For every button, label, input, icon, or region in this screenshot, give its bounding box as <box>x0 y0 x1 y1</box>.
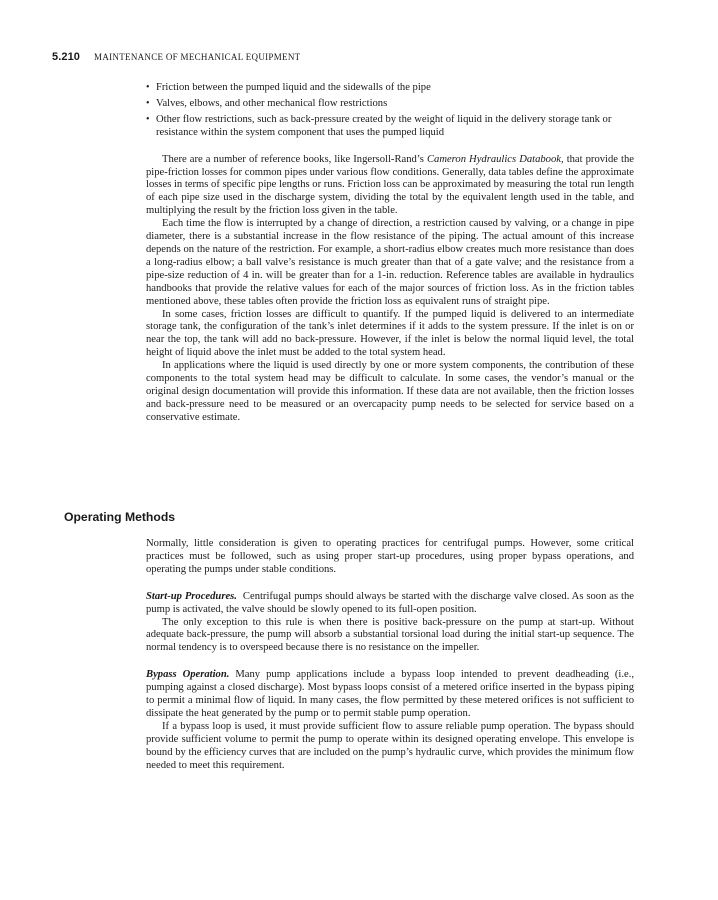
section-heading-operating-methods: Operating Methods <box>64 510 176 524</box>
page-number: 5.210 <box>52 51 81 63</box>
subheading-startup-procedures: Start-up Procedures. <box>146 590 237 602</box>
paragraph-text: There are a number of reference books, like Ingersoll-Rand’s <box>162 153 427 165</box>
paragraph-startup-exception: The only exception to this rule is when there is positive back-pressure on the pump at start-up. Without adequate back-pressure, the pump will absorb a substantial torsional load during the initial start-up sequence. The normal tendency is to overspeed because there is no resistance on the impeller. <box>146 616 634 654</box>
paragraph-bypass-flow: If a bypass loop is used, it must provide sufficient flow to assure reliable pump operation. The bypass should provide sufficient volume to permit the pump to operate within its designed operating envelope. This envelope is bound by the efficiency curves that are included on the pump’s hydraulic curve, which provides the minimum flow needed to meet this requirement. <box>146 720 634 771</box>
subheading-bypass-operation: Bypass Operation. <box>146 669 230 681</box>
paragraph-bypass <box>146 669 634 721</box>
paragraph-friction-quantify: In some cases, friction losses are difficult to quantify. If the pumped liquid is delivered to an intermediate storage tank, the configuration of the tank’s inlet determines if it adds to the system pressure. If the inlet is on or near the top, the tank will add no back-pressure. However, if the inlet is below the normal liquid level, the total height of liquid above the inlet must be added to the total system head. <box>146 308 634 359</box>
list-item: • Other flow restrictions, such as back-pressure created by the weight of liquid in the delivery storage tank or resistance within the system component that uses the pumped liquid <box>146 114 634 140</box>
list-item: • Valves, elbows, and other mechanical flow restrictions <box>146 98 634 111</box>
body-text-operating-methods <box>146 538 634 773</box>
book-title: Cameron Hydraulics Databook, <box>426 153 564 165</box>
paragraph-flow-interruption: Each time the flow is interrupted by a change of direction, a restriction caused by valving, or a change in pipe diameter, there is a substantial increase in the flow resistance of the piping. The actual amount of this increase depends on the nature of the restriction. For example, a short-radius elbow creates much more resistance than does a long-radius elbow; a ball valve’s resistance is much greater than that of a gate valve; and the resistance from a pipe-size reduction of 4 in. will be greater than for a 1-in. reduction. Reference tables are available in hydraulics handbooks that provide the relative values for each of the major sources of friction loss. As in the friction tables mentioned above, these tables often provide the friction loss as equivalent runs of straight pipe. <box>146 218 634 307</box>
body-text-top <box>146 82 634 425</box>
paragraph-reference-books <box>146 154 634 219</box>
paragraph-text: Many pump applications include a bypass loop intended to prevent deadheading (i.e., pumping against a closed discharge). Most bypass loops consist of a metered orifice inserted in the bypass piping to permit a minimal flow of liquid. In many cases, the flow permitted by these metered orifices is not sufficient to dissipate the heat generated by the pump or to permit stable pump operation. <box>146 669 634 719</box>
running-head <box>52 51 300 63</box>
paragraph-system-components: In applications where the liquid is used directly by one or more system components, the contribution of these components to the total system head may be difficult to calculate. In some cases, the vendor’s manual or the original design documentation will provide this information. If these data are not available, then the friction losses and back-pressure need to be measured or an overcapacity pump needs to be selected for service based on a conservative estimate. <box>146 360 634 423</box>
paragraph-text: that provide the pipe-friction losses for common pipes under various flow conditions. Generally, data tables define the approximate losses in terms of specific pipe lengths or runs. Friction loss can be approximated by measuring the total run length of each pipe size used in the discharge system, dividing the total by the equivalent length used in the table, and multiplying the result by the friction loss given in the table. <box>146 153 635 217</box>
paragraph-operating-intro: Normally, little consideration is given to operating practices for centrifugal pumps. However, some critical practices must be followed, such as using proper start-up procedures, using proper bypass operations, and operating the pumps under stable conditions. <box>146 538 634 575</box>
paragraph-text: Centrifugal pumps should always be started with the discharge valve closed. As soon as the pump is activated, the valve should be slowly opened to its full-open position. <box>146 590 634 615</box>
running-head-title: MAINTENANCE OF MECHANICAL EQUIPMENT <box>94 52 301 62</box>
friction-sources-list <box>146 82 634 140</box>
paragraph-startup <box>146 591 634 617</box>
list-item: • Friction between the pumped liquid and the sidewalls of the pipe <box>146 82 634 95</box>
